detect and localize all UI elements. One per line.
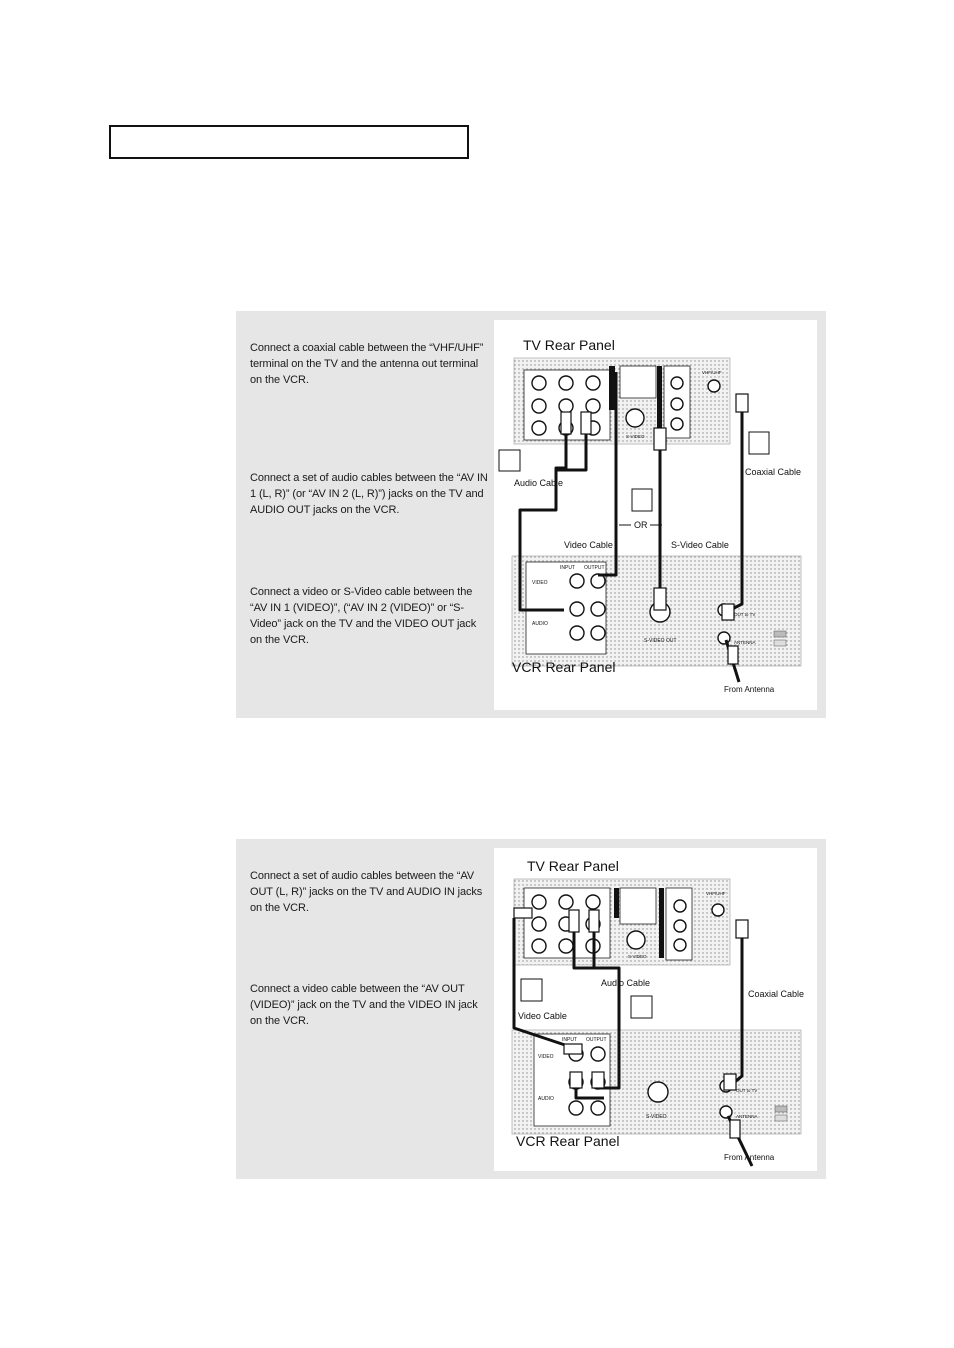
vcr-output-label: OUTPUT bbox=[586, 1037, 607, 1043]
vcr-video-label: VIDEO bbox=[538, 1054, 554, 1060]
tv-vhf-uhf-label: VHF/UHF bbox=[706, 891, 726, 896]
tv-rear-panel-title: TV Rear Panel bbox=[527, 858, 619, 874]
step-marker-3 bbox=[632, 489, 652, 511]
or-label: OR bbox=[634, 520, 648, 530]
coaxial-cable-label: Coaxial Cable bbox=[745, 467, 802, 477]
step-3-text: Connect a video or S-Video cable between the “AV IN 1 (VIDEO)”, (“AV IN 2 (VIDEO)” or “S-Video” jack on the TV and the VIDEO OUT jack on the VCR. bbox=[250, 586, 477, 646]
vcr-out-to-tv-label: OUT to TV bbox=[734, 612, 756, 617]
vcr-out-to-tv-label: OUT to TV bbox=[736, 1088, 758, 1093]
step-1-text: Connect a coaxial cable between the “VHF/UHF” terminal on the TV and the antenna out terminal on the VCR. bbox=[250, 342, 484, 386]
vcr-svideo-label: S-VIDEO bbox=[646, 1114, 667, 1120]
vcr-antenna-label: ANTENNA bbox=[734, 640, 756, 645]
from-antenna-label: From Antenna bbox=[724, 685, 775, 694]
tv-rear-panel-title: TV Rear Panel bbox=[523, 337, 615, 353]
section-title-box bbox=[109, 125, 469, 159]
tv-vhf-uhf-label: VHF/UHF bbox=[702, 370, 722, 375]
step-2-text: Connect a video cable between the “AV OUT (VIDEO)” jack on the TV and the VIDEO IN jack on the VCR. bbox=[250, 983, 478, 1027]
audio-cable-label: Audio Cable bbox=[514, 478, 564, 488]
vcr-rear-panel-title: VCR Rear Panel bbox=[512, 659, 616, 675]
step-1-text: Connect a set of audio cables between the “AV OUT (L, R)” jacks on the TV and AUDIO IN jacks on the VCR. bbox=[250, 870, 483, 914]
step-marker-2 bbox=[521, 979, 542, 1001]
step-marker-1 bbox=[749, 432, 769, 454]
video-cable-label: Video Cable bbox=[518, 1011, 567, 1021]
tv-svideo-label: S-VIDEO bbox=[628, 954, 647, 959]
audio-cable-label: Audio Cable bbox=[601, 978, 651, 988]
video-cable-label: Video Cable bbox=[564, 540, 613, 550]
connection-panel-1 bbox=[236, 311, 826, 718]
vcr-svideo-out-label: S-VIDEO OUT bbox=[644, 638, 677, 644]
from-antenna-label: From Antenna bbox=[724, 1153, 775, 1162]
svideo-cable-label: S-Video Cable bbox=[671, 540, 729, 550]
step-2-text: Connect a set of audio cables between the “AV IN 1 (L, R)” (or “AV IN 2 (L, R)”) jacks on the TV and AUDIO OUT jacks on the VCR. bbox=[250, 472, 488, 516]
tv-svideo-label: S-VIDEO bbox=[626, 434, 645, 439]
connection-diagram-2 bbox=[494, 848, 817, 1171]
step-marker-1 bbox=[631, 996, 652, 1018]
vcr-input-label: INPUT bbox=[560, 565, 575, 571]
coaxial-cable-label: Coaxial Cable bbox=[748, 989, 805, 999]
vcr-rear-panel-title: VCR Rear Panel bbox=[516, 1133, 620, 1149]
step-marker-2 bbox=[499, 450, 520, 471]
vcr-output-label: OUTPUT bbox=[584, 565, 605, 571]
vcr-video-label: VIDEO bbox=[532, 580, 548, 586]
vcr-input-label: INPUT bbox=[562, 1037, 577, 1043]
vcr-audio-label: AUDIO bbox=[538, 1096, 554, 1102]
vcr-antenna-label: ANTENNA bbox=[736, 1114, 758, 1119]
connection-panel-2 bbox=[236, 839, 826, 1179]
vcr-audio-label: AUDIO bbox=[532, 621, 548, 627]
connection-diagram-1 bbox=[494, 320, 817, 710]
